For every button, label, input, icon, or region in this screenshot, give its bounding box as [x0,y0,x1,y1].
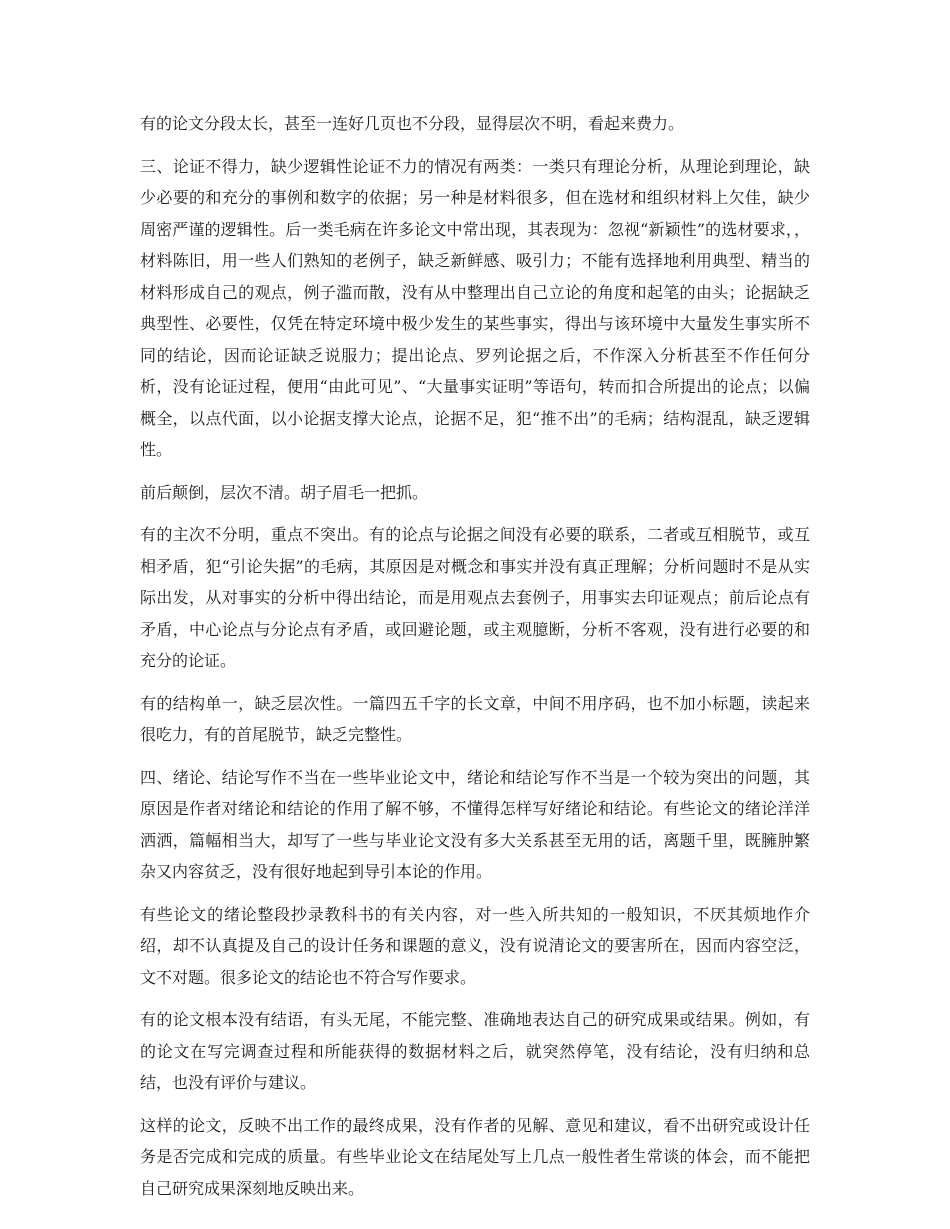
paragraph-1: 有的论文分段太长，甚至一连好几页也不分段，显得层次不明，看起来费力。 [140,114,685,133]
paragraph-6: 四、绪论、结论写作不当在一些毕业论文中，绪论和结论写作不当是一个较为突出的问题，其原因是作者对绪论和结论的作用了解不够，不懂得怎样写好绪论和结论。有些论文的绪论洋洋洒洒，篇幅相当大，却写了一些与毕业论文没有多大关系甚至无用的话，离题千里，既臃肿繁杂又内容贫乏，没有很好地起到导引本论的作用。 [140,767,810,881]
paragraph-3: 前后颠倒，层次不清。胡子眉毛一把抓。 [140,482,429,502]
paragraph-8: 有的论文根本没有结语，有头无尾，不能完整、准确地表达自己的研究成果或结果。例如，有的论文在写完调查过程和所能获得的数据材料之后，就突然停笔，没有结论，没有归纳和总结，也没有评价与建议。 [140,1010,810,1092]
paragraph-7: 有些论文的绪论整段抄录教科书的有关内容，对一些入所共知的一般知识，不厌其烦地作介绍，却不认真提及自己的设计任务和课题的意义，没有说清论文的要害所在，因而内容空泛，文不对题。很多论文的结论也不符合写作要求。 [140,904,810,987]
paragraph-2: 三、论证不得力，缺少逻辑性论证不力的情况有两类：一类只有理论分析，从理论到理论，缺少必要的和充分的事例和数字的依据；另一种是材料很多，但在选材和组织材料上欠佳，缺少周密严谨的逻辑性。后一类毛病在许多论文中常出现，其表现为：忽视“新颖性”的选材要求，，材料陈旧，用一些人们熟知的老例子，缺乏新鲜感、吸引力；不能有选择地利用典型、精当的材料形成自己的观点，例子滥而散，没有从中整理出自己立论的角度和起笔的由头；论据缺乏典型性、必要性，仅凭在特定环境中极少发生的某些事实，得出与该环境中大量发生事实所不同的结论，因而论证缺乏说服力；提出论点、罗列论据之后，不作深入分析甚至不作任何分析，没有论证过程，便用“由此可见”、“大量事实证明”等语句，转而扣合所提出的论点；以偏概全，以点代面，以小论据支撑大论点，论据不足，犯“推不出”的毛病；结构混乱，缺乏逻辑性。 [140,156,810,459]
document-page [140,108,810,1215]
paragraph-9: 这样的论文，反映不出工作的最终成果，没有作者的见解、意见和建议，看不出研究或设计任务是否完成和完成的质量。有些毕业论文在结尾处写上几点一般性者生常谈的体会，而不能把自己研究成果深刻地反映出来。 [140,1115,810,1198]
paragraph-5: 有的结构单一，缺乏层次性。一篇四五千字的长文章，中间不用序码，也不加小标题，读起来很吃力，有的首尾脱节，缺乏完整性。 [140,693,810,744]
paragraph-4: 有的主次不分明，重点不突出。有的论点与论据之间没有必要的联系，二者或互相脱节，或互相矛盾，犯“引论失据”的毛病，其原因是对概念和事实并没有真正理解；分析问题时不是从实际出发，从对事实的分析中得出结论，而是用观点去套例子，用事实去印证观点；前后论点有矛盾，中心论点与分论点有矛盾，或回避论题，或主观臆断，分析不客观，没有进行必要的和充分的论证。 [140,525,810,670]
